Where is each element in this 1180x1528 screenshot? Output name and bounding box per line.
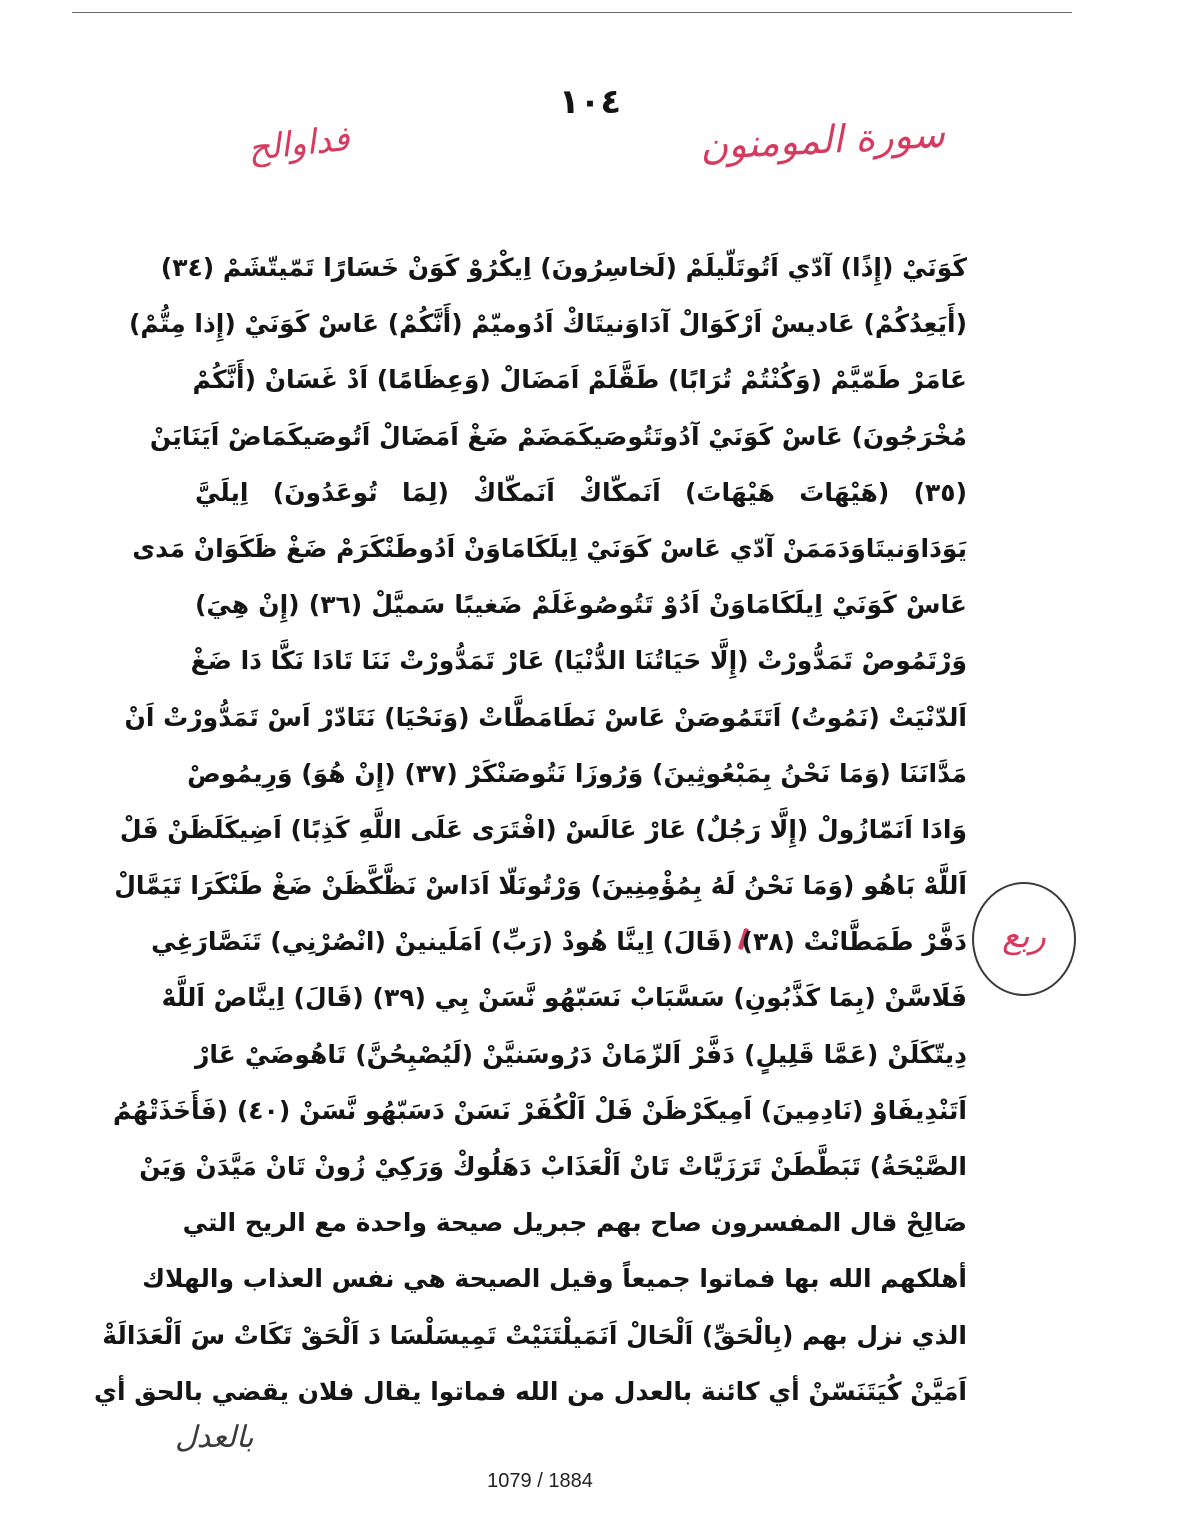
text-line: مَدَّانَنَا (وَمَا نَحْنُ بِمَبْعُوثِينَ) وَرُوزَا نَتُوصَنْكَرْ (٣٧) (إِنْ هُوَ) وَرِيمُوصْ <box>187 758 967 788</box>
handwritten-footnote: بالعدل <box>175 1420 254 1455</box>
top-rule <box>72 12 1072 13</box>
text-line: كَوَنَيْ (إِذًا) آدّي اَتُوتَلّيلَمْ (لَخاسِرُونَ) اِيكْرُوْ كَوَنْ خَسَارًا تَمّيتّشَمْ (٣٤) <box>160 253 967 282</box>
text-line: وَرْتَمُوصْ تَمَدُّورْتْ (إِلَّا حَيَاتُنَا الدُّنْيَا) عَارْ تَمَدُّورْتْ نَنَا تَادَا نَكَّا دَا ضَغْ <box>190 646 967 676</box>
page-counter: 1079 / 1884 <box>487 1470 593 1492</box>
text-line: (أَيَعِدُكُمْ) عَاديسْ اَرْكَوَالْ آدَاوَنيتَاكْ اَدُوميّمْ (أَنَّكُمْ) عَاسْ كَوَنَيْ (إِذا مِتُّمْ) <box>128 309 967 339</box>
text-line: وَادَا اَنَمّازُولْ (إِلَّا رَجُلٌ) عَارْ عَالَسْ (افْتَرَى عَلَى اللَّهِ كَذِبًا) اَضِيكَلَظَنْ فَلْ <box>119 814 967 844</box>
text-line: اَللَّهْ بَاهُو (وَمَا نَحْنُ لَهُ بِمُؤْمِنِينَ) وَرْتُونَلّا اَدَاسْ نَظَّكَّظَنْ ضَغْ طَنْكَرَا تَيَمَّالْ <box>114 871 967 901</box>
text-line: عَاسْ كَوَنَيْ اِيلَكَامَاوَنْ اَدُوْ تَتُوصُوغَلَمْ ضَغيبًا سَميَّلْ (٣٦) (إِنْ هِيَ) <box>195 590 967 620</box>
page-number: ١٠٤ <box>558 82 622 122</box>
manuscript-text <box>94 240 967 1420</box>
handwritten-section-name: فداوالح <box>246 118 352 170</box>
text-line: دِيتّكَلَنْ (عَمَّا قَلِيلٍ) دَفَّرْ اَلزّمَانْ دَرُوسَنيَّنْ (لَيُصْبِحُنَّ) تَاهُوضَيْ عَارْ <box>195 1039 967 1069</box>
rub-marker-circle <box>972 882 1076 996</box>
text-line: (٣٥) (هَيْهَاتَ هَيْهَاتَ) اَنَمكّاكْ اَنَمكّاكْ (لِمَا تُوعَدُونَ) اِيلَيَّ <box>195 477 967 507</box>
text-line: الصَّيْحَةُ) تَبَطَّطَنْ تَرَزَيَّاتْ تَانْ اَلْعَذَابْ دَهَلُوكْ وَرَكِيْ زُونْ تَانْ مَيَّدَنْ وَيَنْ <box>139 1152 967 1181</box>
text-line: مُخْرَجُونَ) عَاسْ كَوَنَيْ آدُوتَتُوصَيكَمَضَمْ ضَغْ اَمَضَالْ اَتُوصَيكَمَاضْ اَيَنَايَنْ <box>149 421 967 451</box>
text-line: اَمَيَّنْ كُيَتَنَسّنْ أي كائنة بالعدل من الله فماتوا يقال فلان يقضي بالحق أي <box>94 1376 967 1406</box>
text-line: أهلكهم الله بها فماتوا جميعاً وقيل الصيحة هي نفس العذاب والهلاك <box>142 1264 967 1294</box>
handwritten-sura-name: سورة المومنون <box>699 111 946 169</box>
text-line: صَالِحْ قال المفسرون صاح بهم جبريل صيحة واحدة مع الريح التي <box>182 1208 967 1238</box>
text-line: الذي نزل بهم (بِالْحَقِّ) اَلْحَالْ اَنَمَيلْتَنَيْتْ تَمِيسَلْسَا دَ اَلْحَقْ تَكَاتْ سَ اَلْعَدَالَةْ <box>102 1320 967 1350</box>
rub-marker-label: ربع <box>1002 916 1046 956</box>
text-line: يَوَدَاوَنيتَاوَدَمَمَنْ آدّي عَاسْ كَوَنَيْ اِيلَكَامَاوَنْ اَدُوطَنْكَرَمْ ضَغْ ظَكَوَانْ مَدى <box>132 533 967 563</box>
text-line: اَتَنْدِيفَاوْ (نَادِمِينَ) اَمِيكَرْظَنْ فَلْ اَلْكُفَرْ نَسَنْ دَسَبّهُو نَّسَنْ (٤٠) (فَأَخَذَتْهُمُ <box>113 1095 967 1125</box>
text-line: اَلدّنْيَتْ (نَمُوتُ) اَتَتَمُوصَنْ عَاسْ نَطَامَطَّاتْ (وَنَحْيَا) نَتَادّرْ اَسْ تَمَدُّورْتْ اَنْ <box>124 702 967 732</box>
text-line: عَامَرْ طَمّيَّمْ (وَكُنْتُمْ تُرَابًا) طَقَّلَمْ اَمَضَالْ (وَعِظَامًا) اَدْ غَسَانْ (أَنَّكُمْ <box>192 365 967 395</box>
text-line: فَلَاسَّنْ (بِمَا كَذَّبُونِ) سَسَّبَابْ نَسَبّهُو نَّسَنْ بِي (٣٩) (قَالَ) اِينَّاصْ اَللَّهْ <box>161 983 967 1013</box>
text-line: دَفَّرْ طَمَطَّانْتْ (٣٨) (قَالَ) اِينَّا هُودْ (رَبِّ) اَمَلَينينْ (انْصُرْنِي) تَنَصَّارَغِي <box>151 927 967 957</box>
